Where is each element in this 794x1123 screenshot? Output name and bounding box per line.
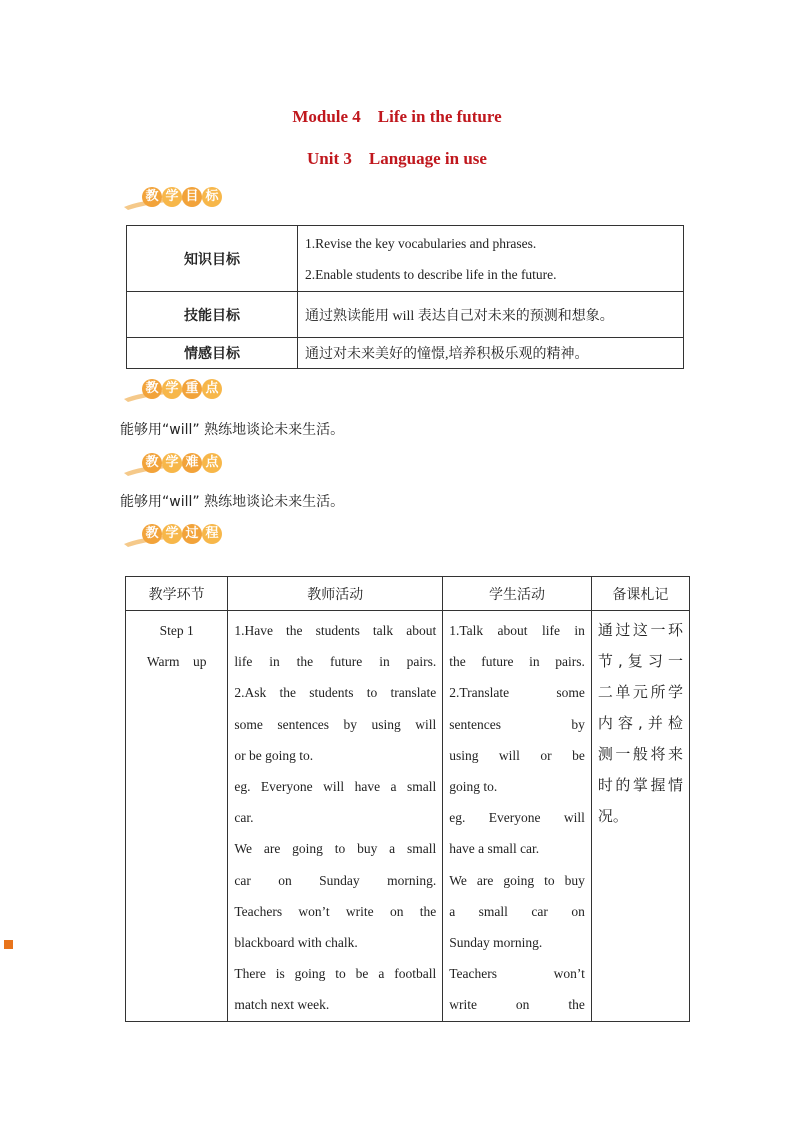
cell-text-line: some sentences by using will — [234, 716, 437, 732]
knowledge-goal-label: 知识目标 — [127, 226, 298, 292]
emotion-goal-value: 通过对未来美好的憧憬,培养积极乐观的精神。 — [298, 338, 684, 369]
cell-text-line: 2.Translate some — [449, 685, 585, 701]
header-stage: 教学环节 — [126, 577, 228, 611]
step-name: Warm up — [146, 654, 207, 669]
header-notes: 备课札记 — [591, 577, 689, 611]
unit-title: Unit 3 Language in use — [307, 149, 487, 168]
cell-text-line: 1.Talk about life in — [449, 623, 585, 638]
tag-char: 教 — [142, 524, 162, 544]
cell-text-line: blackboard with chalk. — [234, 935, 358, 951]
page-marker — [4, 940, 13, 949]
header-student-activity: 学生活动 — [443, 577, 592, 611]
cell-text-line: a small car on — [449, 903, 585, 919]
process-table — [125, 576, 690, 1022]
student-activity-cell — [443, 611, 592, 1022]
goals-table — [126, 225, 684, 369]
cell-text-line: There is going to be a football — [234, 966, 437, 982]
notes-cell — [591, 611, 689, 1022]
tag-char: 过 — [182, 524, 202, 544]
emotion-goal-label: 情感目标 — [127, 338, 298, 369]
cell-text-line: 节,复习一 — [597, 652, 683, 670]
cell-text-line: the future in pairs. — [449, 654, 585, 670]
cell-text-line: eg. Everyone will have a small — [234, 779, 437, 795]
cell-text-line: or be going to. — [234, 747, 314, 763]
difficulty-text: 能够用“will” 熟练地谈论未来生活。 — [120, 494, 345, 510]
focus-text: 能够用“will” 熟练地谈论未来生活。 — [120, 422, 345, 438]
tag-char: 程 — [202, 524, 222, 544]
cell-text-line: have a small car. — [449, 841, 540, 857]
cell-text-line: Sunday morning. — [449, 935, 543, 951]
section-tag-difficulty — [122, 452, 232, 478]
cell-text-line: We are going to buy a small — [234, 841, 437, 857]
tag-char: 教 — [142, 453, 162, 473]
cell-text-line: We are going to buy — [449, 872, 585, 888]
cell-text-line: sentences by — [449, 716, 585, 732]
tag-char: 学 — [162, 187, 182, 207]
cell-text-line: going to. — [449, 779, 498, 795]
tag-char: 学 — [162, 524, 182, 544]
header-teacher-activity: 教师活动 — [228, 577, 443, 611]
tag-char: 点 — [202, 379, 222, 399]
knowledge-goal-line: 2.Enable students to describe life in the future. — [305, 266, 557, 282]
step-cell — [126, 611, 228, 1022]
tag-char: 学 — [162, 379, 182, 399]
teacher-activity-cell — [228, 611, 443, 1022]
cell-text-line: eg. Everyone will — [449, 810, 585, 826]
tag-char: 点 — [202, 453, 222, 473]
tag-char: 重 — [182, 379, 202, 399]
module-title: Module 4 Life in the future — [292, 107, 502, 126]
section-tag-focus — [122, 378, 232, 404]
tag-char: 教 — [142, 187, 162, 207]
tag-char: 难 — [182, 453, 202, 473]
cell-text-line: 况。 — [597, 807, 628, 825]
skill-goal-label: 技能目标 — [127, 292, 298, 338]
cell-text-line: car. — [234, 810, 254, 826]
cell-text-line: using will or be — [449, 747, 585, 763]
cell-text-line: match next week. — [234, 997, 330, 1013]
skill-goal-value: 通过熟读能用 will 表达自己对未来的预测和想象。 — [298, 292, 684, 338]
cell-text-line: 1.Have the students talk about — [234, 623, 437, 638]
cell-text-line: life in the future in pairs. — [234, 654, 437, 670]
section-tag-goals — [122, 186, 232, 212]
tag-char: 目 — [182, 187, 202, 207]
cell-text-line: write on the — [449, 997, 585, 1013]
cell-text-line: 测一般将来 — [597, 745, 683, 763]
cell-text-line: Teachers won’t — [449, 966, 585, 982]
step-label: Step 1 — [159, 623, 194, 638]
tag-char: 学 — [162, 453, 182, 473]
tag-char: 教 — [142, 379, 162, 399]
cell-text-line: Teachers won’t write on the — [234, 903, 437, 919]
cell-text-line: 时的掌握情 — [597, 776, 683, 794]
cell-text-line: 2.Ask the students to translate — [234, 685, 437, 701]
section-tag-process — [122, 523, 232, 549]
knowledge-goal-line: 1.Revise the key vocabularies and phrases. — [305, 235, 537, 251]
cell-text-line: 二单元所学 — [597, 683, 683, 701]
cell-text-line: car on Sunday morning. — [234, 872, 437, 888]
tag-char: 标 — [202, 187, 222, 207]
cell-text-line: 内容,并检 — [597, 714, 683, 732]
cell-text-line: 通过这一环 — [597, 621, 683, 639]
knowledge-goal-value — [298, 226, 684, 292]
